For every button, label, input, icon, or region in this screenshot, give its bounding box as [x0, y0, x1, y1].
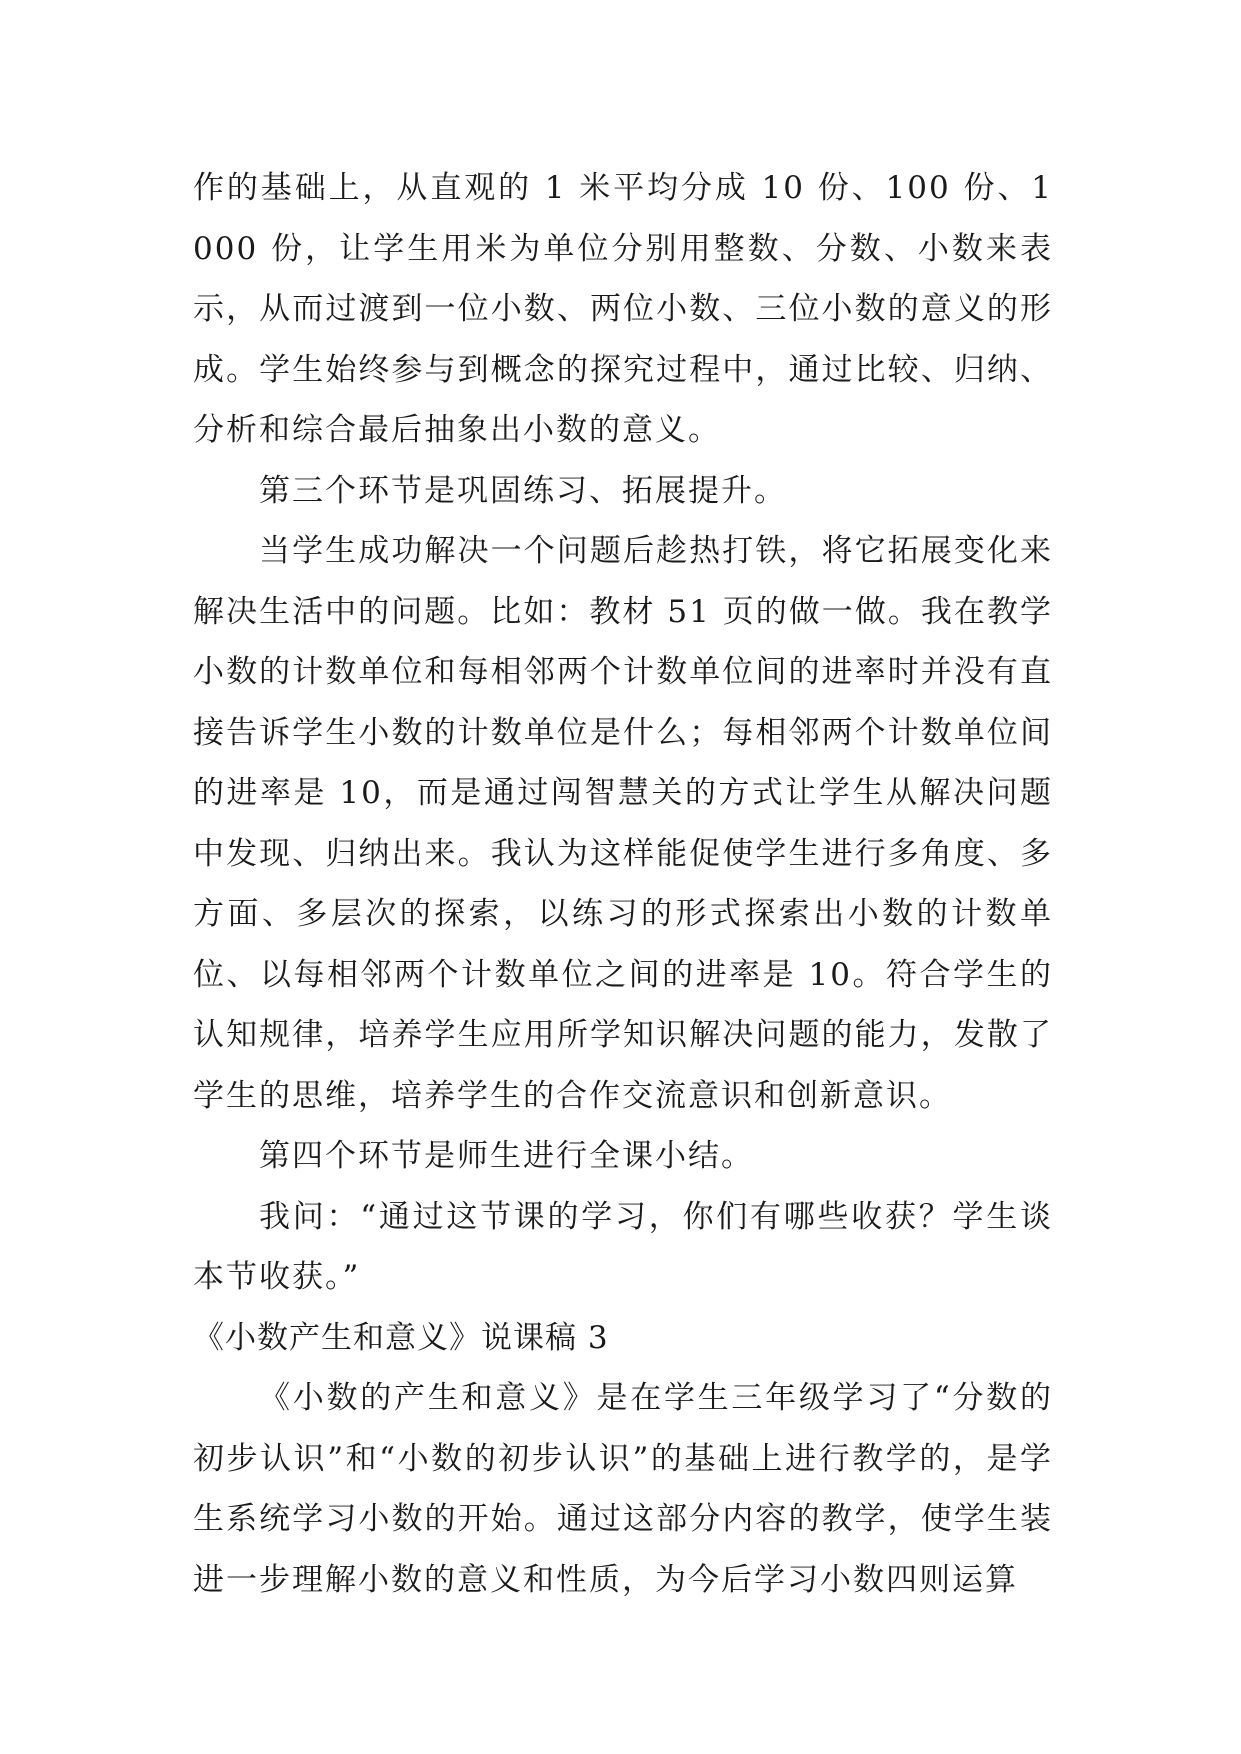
document-body	[193, 158, 1053, 1610]
paragraph-continuation: 作的基础上，从直观的 1 米平均分成 10 份、100 份、1000 份，让学生用米为单位分别用整数、分数、小数来表示，从而过渡到一位小数、两位小数、三位小数的意义的形成。学生始终参与到概念的探究过程中，通过比较、归纳、分析和综合最后抽象出小数的意义。	[193, 170, 1053, 448]
paragraph-introduction: 《小数的产生和意义》是在学生三年级学习了“分数的初步认识”和“小数的初步认识”的基础上进行教学的，是学生系统学习小数的开始。通过这部分内容的教学，使学生装进一步理解小数的意义和性质，为今后学习小数四则运算	[193, 1380, 1053, 1598]
paragraph-practice-extension: 当学生成功解决一个问题后趁热打铁，将它拓展变化来解决生活中的问题。比如：教材 51 页的做一做。我在教学小数的计数单位和每相邻两个计数单位间的进率时并没有直接告诉学生小数的计数单位是什么；每相邻两个计数单位间的进率是 10，而是通过闯智慧关的方式让学生从解决问题中发现、归纳出来。我认为这样能促使学生进行多角度、多方面、多层次的探索，以练习的形式探索出小数的计数单位、以每相邻两个计数单位之间的进率是 10。符合学生的认知规律，培养学生应用所学知识解决问题的能力，发散了学生的思维，培养学生的合作交流意识和创新意识。	[193, 533, 1053, 1114]
paragraph-step-four: 第四个环节是师生进行全课小结。	[259, 1138, 754, 1174]
section-heading: 《小数产生和意义》说课稿 3	[193, 1319, 609, 1356]
paragraph-question: 我问：“通过这节课的学习，你们有哪些收获？学生谈本节收获。”	[193, 1198, 1053, 1295]
paragraph-step-three: 第三个环节是巩固练习、拓展提升。	[259, 472, 787, 509]
